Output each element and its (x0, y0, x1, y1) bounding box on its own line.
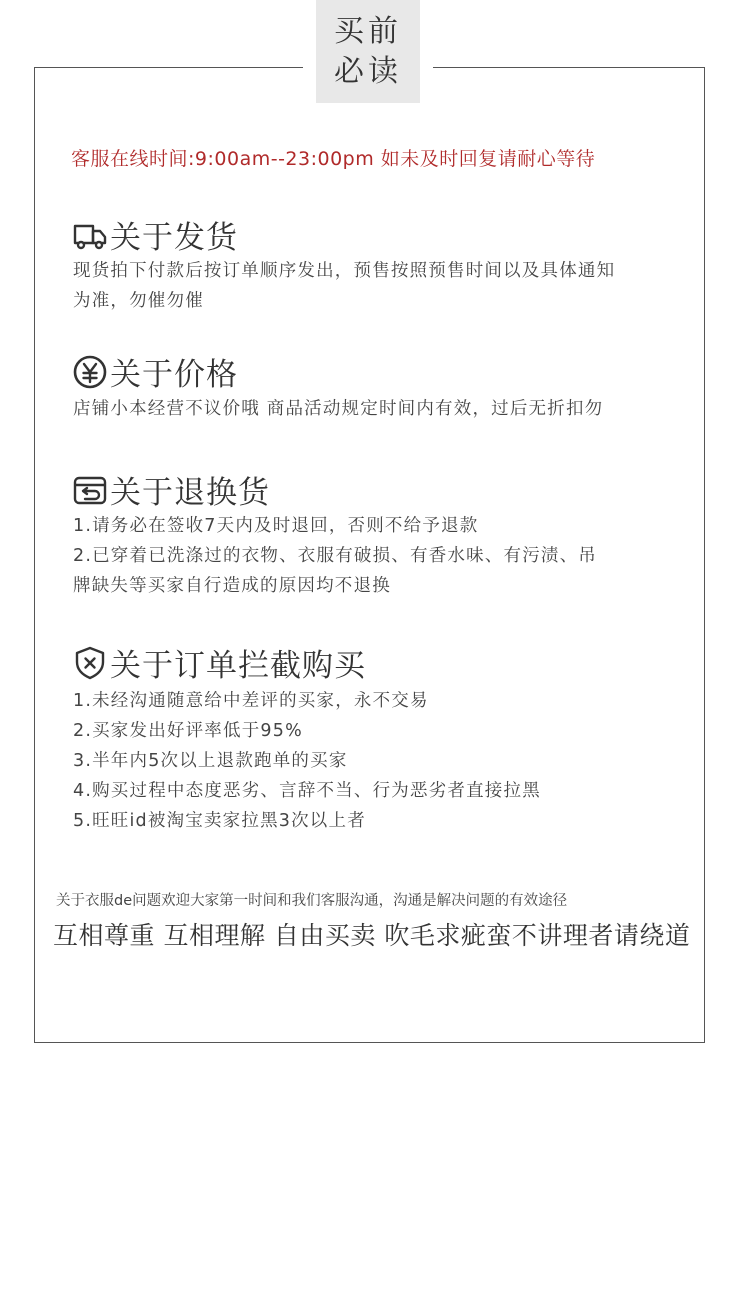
footer-slogan: 互相尊重 互相理解 自由买卖 吹毛求疵蛮不讲理者请绕道 (53, 921, 691, 950)
shield-x-icon (72, 645, 108, 681)
section-blocked-heading (72, 640, 366, 685)
text-line: 3.半年内5次以上退款跑单的买家 (73, 751, 348, 771)
section-price-title: 关于价格 (110, 357, 238, 393)
return-icon (72, 472, 108, 508)
yuan-icon (72, 354, 108, 390)
section-returns-title: 关于退换货 (110, 475, 270, 511)
text-line: 2.已穿着已洗涤过的衣物、衣服有破损、有香水味、有污渍、吊 (73, 546, 597, 566)
section-blocked-text (73, 686, 541, 836)
text-line: 5.旺旺id被淘宝卖家拉黑3次以上者 (73, 811, 366, 831)
text-line: 4.购买过程中态度恶劣、言辞不当、行为恶劣者直接拉黑 (73, 781, 541, 801)
title-background (316, 0, 420, 103)
text-line: 1.请务必在签收7天内及时退回，否则不给予退款 (73, 516, 479, 536)
section-shipping-text (73, 256, 615, 316)
section-shipping-heading (72, 212, 238, 257)
title-badge (303, 0, 433, 103)
section-returns-text (73, 511, 597, 601)
text-line: 2.买家发出好评率低于95% (73, 721, 303, 741)
footer-note: 关于衣服de问题欢迎大家第一时间和我们客服沟通，沟通是解决问题的有效途径 (56, 893, 568, 909)
service-hours: 客服在线时间:9:00am--23:00pm 如未及时回复请耐心等待 (71, 148, 596, 170)
title-line-2: 必读 (334, 53, 402, 89)
section-price-text (73, 394, 603, 424)
truck-icon (72, 217, 108, 253)
text-line: 店铺小本经营不议价哦 商品活动规定时间内有效，过后无折扣勿 (73, 399, 604, 419)
text-line: 为准，勿催勿催 (73, 291, 204, 311)
text-line: 1.未经沟通随意给中差评的买家，永不交易 (73, 691, 429, 711)
section-price-heading (72, 349, 238, 394)
section-shipping-title: 关于发货 (110, 220, 238, 256)
section-blocked-title: 关于订单拦截购买 (110, 648, 366, 684)
title-line-1: 买前 (334, 13, 402, 49)
section-returns-heading (72, 467, 270, 512)
text-line: 牌缺失等买家自行造成的原因均不退换 (73, 576, 391, 596)
text-line: 现货拍下付款后按订单顺序发出，预售按照预售时间以及具体通知 (73, 261, 616, 281)
